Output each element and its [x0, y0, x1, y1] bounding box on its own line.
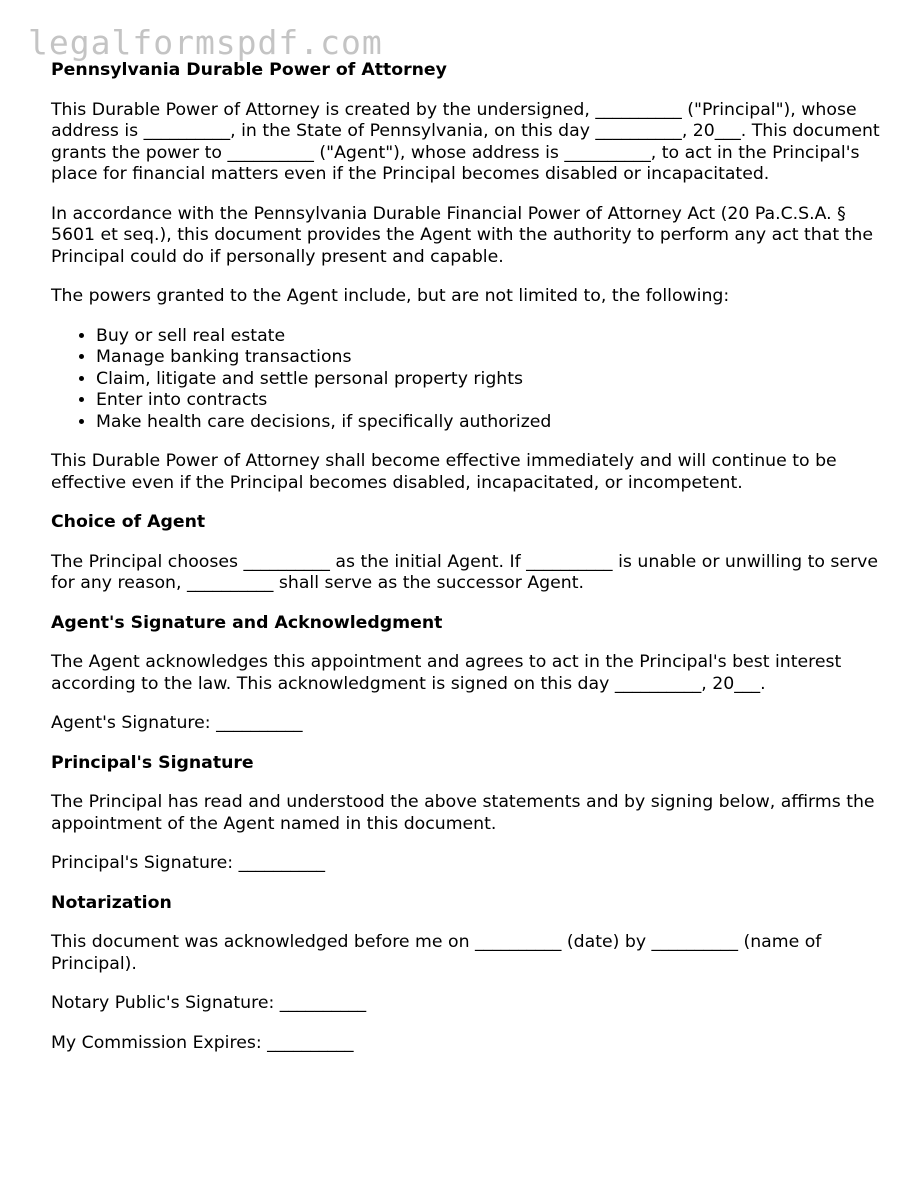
commission-expires-line: My Commission Expires: __________: [51, 1032, 354, 1053]
effective-paragraph: This Durable Power of Attorney shall become effective immediately and will continue to be effective even if the Principal becomes disabled, incapacitated, or incompetent.: [51, 451, 837, 493]
agent-signature-heading: Agent's Signature and Acknowledgment: [51, 612, 443, 633]
list-item: • Enter into contracts: [96, 390, 881, 412]
watermark: legalformspdf.com: [28, 23, 383, 62]
powers-intro: The powers granted to the Agent include, but are not limited to, the following:: [51, 286, 730, 306]
principal-signature-heading: Principal's Signature: [51, 752, 254, 773]
list-item: • Claim, litigate and settle personal property rights: [96, 369, 881, 391]
agent-signature-line: Agent's Signature: __________: [51, 713, 303, 733]
list-item: • Make health care decisions, if specifically authorized: [96, 412, 881, 434]
accordance-paragraph: In accordance with the Pennsylvania Durable Financial Power of Attorney Act (20 Pa.C.S.A. § 5601 et seq.), this document provides the Agent with the authority to perform any act that the Principal could do if personally present and capable.: [51, 203, 873, 267]
list-item: • Buy or sell real estate: [96, 326, 881, 348]
intro-paragraph: This Durable Power of Attorney is created by the undersigned, __________ ("Principal"), whose address is __________, in the State of Pennsylvania, on this day __________, 20___. This document grants the power to __________ ("Agent"), whose address is __________, to act in the Principal's place for financial matters even if the Principal becomes disabled or incapacitated.: [51, 99, 880, 184]
powers-list: [51, 326, 881, 434]
agent-acknowledgment-paragraph: The Agent acknowledges this appointment and agrees to act in the Principal's best interest according to the law. This acknowledgment is signed on this day __________, 20___.: [51, 652, 842, 694]
document-body: [51, 60, 881, 1072]
notarization-paragraph: This document was acknowledged before me on __________ (date) by __________ (name of Principal).: [51, 932, 822, 974]
document-title: Pennsylvania Durable Power of Attorney: [51, 60, 447, 80]
notary-signature-line: Notary Public's Signature: __________: [51, 993, 367, 1013]
choice-of-agent-heading: Choice of Agent: [51, 512, 206, 532]
choice-of-agent-paragraph: The Principal chooses __________ as the initial Agent. If __________ is unable or unwilling to serve for any reason, __________ shall serve as the successor Agent.: [51, 551, 879, 593]
list-item: • Manage banking transactions: [96, 347, 881, 369]
principal-signature-line: Principal's Signature: __________: [51, 853, 325, 873]
notarization-heading: Notarization: [51, 892, 172, 913]
principal-paragraph: The Principal has read and understood the above statements and by signing below, affirms the appointment of the Agent named in this document.: [51, 792, 875, 834]
